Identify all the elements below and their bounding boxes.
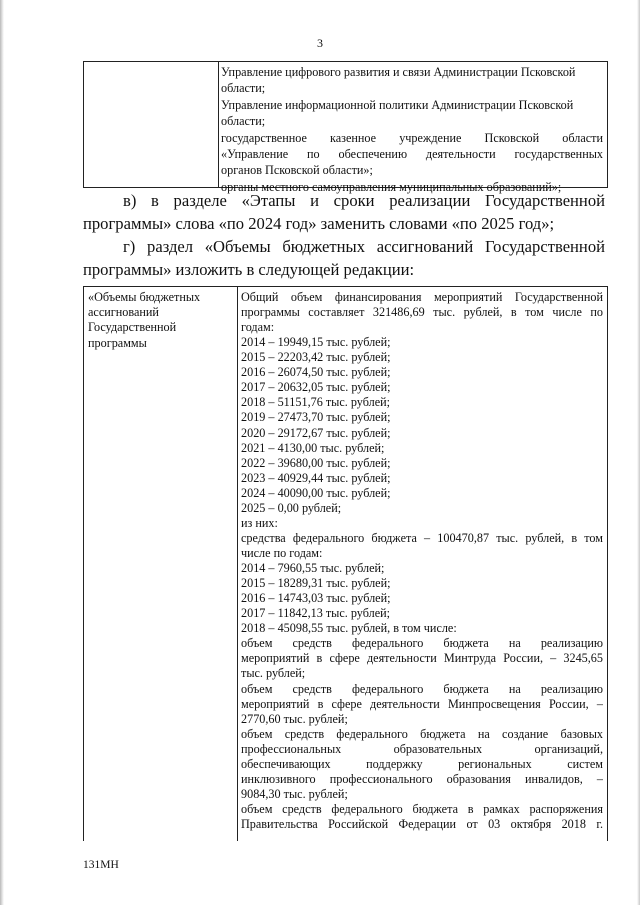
text-line: из них: xyxy=(241,515,278,530)
text-line: объем средств федерального бюджета в рамках распоряжения xyxy=(241,801,603,816)
text-line: ассигнований xyxy=(88,305,159,320)
text-line: Управление информационной политики Администрации Псковской xyxy=(221,97,574,112)
table-cell-label xyxy=(88,290,234,351)
table-column-divider xyxy=(237,287,238,841)
text-line: 2017 – 11842,13 тыс. рублей; xyxy=(241,606,391,621)
text-line: годам: xyxy=(241,320,275,335)
text-line: 2023 – 40929,44 тыс. рублей; xyxy=(241,470,391,485)
text-line: г) раздел «Объемы бюджетных ассигнований Государственной xyxy=(123,237,605,256)
text-line: программы xyxy=(88,335,147,350)
text-line: области; xyxy=(221,81,266,96)
table-cell-content xyxy=(241,290,603,832)
text-line: 2021 – 4130,00 тыс. рублей; xyxy=(241,440,385,455)
text-line: 2770,60 тыс. рублей; xyxy=(241,711,348,726)
text-line: 2014 – 19949,15 тыс. рублей; xyxy=(241,335,391,350)
text-line: объем средств федерального бюджета на реализацию xyxy=(241,636,603,651)
text-line: 2018 – 51151,76 тыс. рублей; xyxy=(241,395,391,410)
text-line: обеспечивающих поддержку региональных систем xyxy=(241,756,603,771)
text-line: 2016 – 26074,50 тыс. рублей; xyxy=(241,365,391,380)
text-line: программы» изложить в следующей редакции: xyxy=(83,259,415,279)
text-line: 2014 – 7960,55 тыс. рублей; xyxy=(241,561,385,576)
page-number: 3 xyxy=(317,36,323,50)
text-line: 2015 – 22203,42 тыс. рублей; xyxy=(241,350,391,365)
paragraph-g xyxy=(83,236,605,281)
text-line: объем средств федерального бюджета на создание базовых xyxy=(241,726,603,741)
text-line: в) в разделе «Этапы и сроки реализации Государственной xyxy=(123,191,605,210)
text-line: 2017 – 20632,05 тыс. рублей; xyxy=(241,380,391,395)
text-line: «Объемы бюджетных xyxy=(88,290,201,304)
text-line: тыс. рублей; xyxy=(241,666,306,681)
text-line: 2025 – 0,00 рублей; xyxy=(241,500,342,515)
table-cell-executors xyxy=(221,64,603,195)
text-line: числе по годам: xyxy=(241,546,323,561)
text-line: органов Псковской области»; xyxy=(221,163,373,178)
text-line: инклюзивного профессионального образования инвалидов, – xyxy=(241,771,603,786)
text-line: 2015 – 18289,31 тыс. рублей; xyxy=(241,576,391,591)
text-line: объем средств федерального бюджета на реализацию xyxy=(241,681,603,696)
text-line: 2024 – 40090,00 тыс. рублей; xyxy=(241,485,391,500)
budget-table xyxy=(83,286,608,841)
text-line: «Управление по обеспечению деятельности государственных xyxy=(221,147,603,162)
text-line: Правительства Российской Федерации от 03 октября 2018 г. xyxy=(241,817,603,831)
text-line: средства федерального бюджета – 100470,87 тыс. рублей, в том xyxy=(241,530,603,545)
text-line: 2018 – 45098,55 тыс. рублей, в том числе: xyxy=(241,621,457,636)
text-line: 2019 – 27473,70 тыс. рублей; xyxy=(241,410,391,425)
text-line: профессиональных образовательных организаций, xyxy=(241,741,603,756)
text-line: 2016 – 14743,03 тыс. рублей; xyxy=(241,591,391,606)
text-line: Управление цифрового развития и связи Администрации Псковской xyxy=(221,65,576,79)
text-line: 9084,30 тыс. рублей; xyxy=(241,786,348,801)
text-line: Общий объем финансирования мероприятий Государственной xyxy=(241,290,603,304)
text-line: мероприятий в сфере деятельности Минпросвещения России, – xyxy=(241,696,603,711)
paragraph-v xyxy=(83,190,605,235)
text-line: государственное казенное учреждение Псковской области xyxy=(221,130,603,145)
continued-table xyxy=(83,61,608,194)
table-column-divider xyxy=(218,62,219,187)
text-line: 2020 – 29172,67 тыс. рублей; xyxy=(241,425,391,440)
text-line: мероприятий в сфере деятельности Минтруда России, – 3245,65 xyxy=(241,651,603,666)
text-line: органы местного самоуправления муниципальных образований»; xyxy=(221,179,562,194)
footer-code: 131МН xyxy=(83,859,119,871)
scan-edge-left xyxy=(0,0,4,905)
text-line: программы составляет 321486,69 тыс. рублей, в том числе по xyxy=(241,305,603,320)
text-line: Государственной xyxy=(88,320,177,335)
text-line: 2022 – 39680,00 тыс. рублей; xyxy=(241,455,391,470)
text-line: программы» слова «по 2024 год» заменить словами «по 2025 год»; xyxy=(83,213,555,233)
text-line: области; xyxy=(221,114,266,129)
